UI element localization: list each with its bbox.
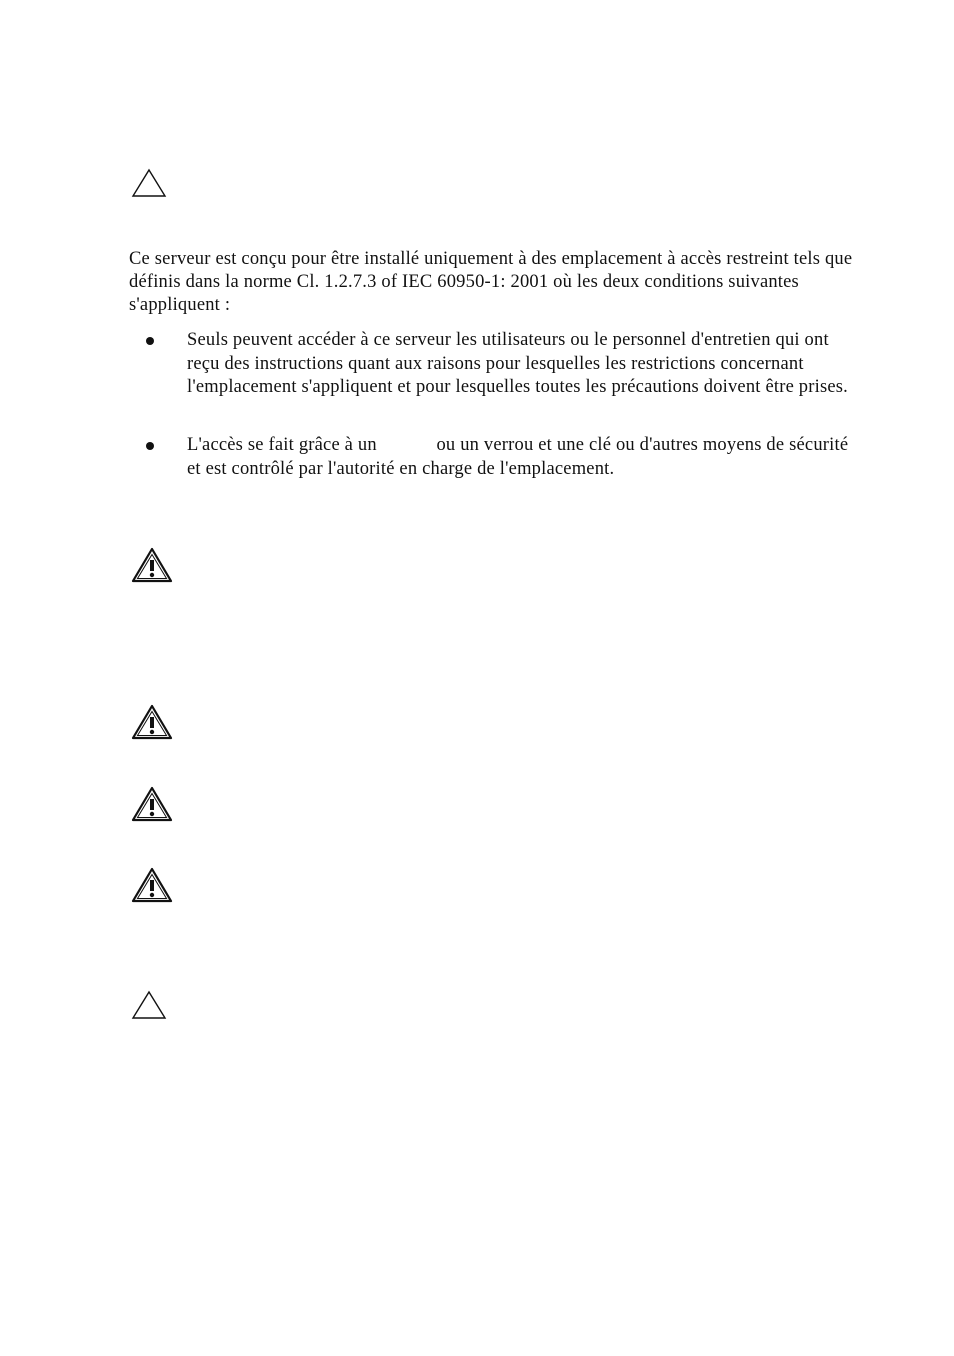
bullet-text [187, 434, 859, 481]
bullet-icon [146, 442, 154, 450]
bullet-text-after: ou un verrou et une clé ou d'autres moyens de sécurité et est contrôlé par l'autorité en charge de l'emplacement. [187, 435, 849, 479]
warning-triangle-icon [131, 867, 173, 903]
bullet-text-before: L'accès se fait grâce à un [187, 435, 377, 455]
warning-triangle-icon [131, 547, 173, 583]
caution-triangle-icon [131, 168, 167, 198]
intro-paragraph: Ce serveur est conçu pour être installé uniquement à des emplacement à accès restreint tels que définis dans la norme Cl. 1.2.7.3 of IEC 60950-1: 2001 où les deux conditions suivantes s'appliquent : [129, 249, 853, 315]
bullet-icon [146, 337, 154, 345]
warning-triangle-icon [131, 786, 173, 822]
bullet-text: Seuls peuvent accéder à ce serveur les utilisateurs ou le personnel d'entretien qui ont reçu des instructions quant aux raisons pour lesquelles les restrictions concernant l'emplacement s'appliquent et pour lesquelles toutes les précautions doivent être prises. [187, 330, 848, 397]
caution-triangle-icon [131, 990, 167, 1020]
warning-triangle-icon [131, 704, 173, 740]
